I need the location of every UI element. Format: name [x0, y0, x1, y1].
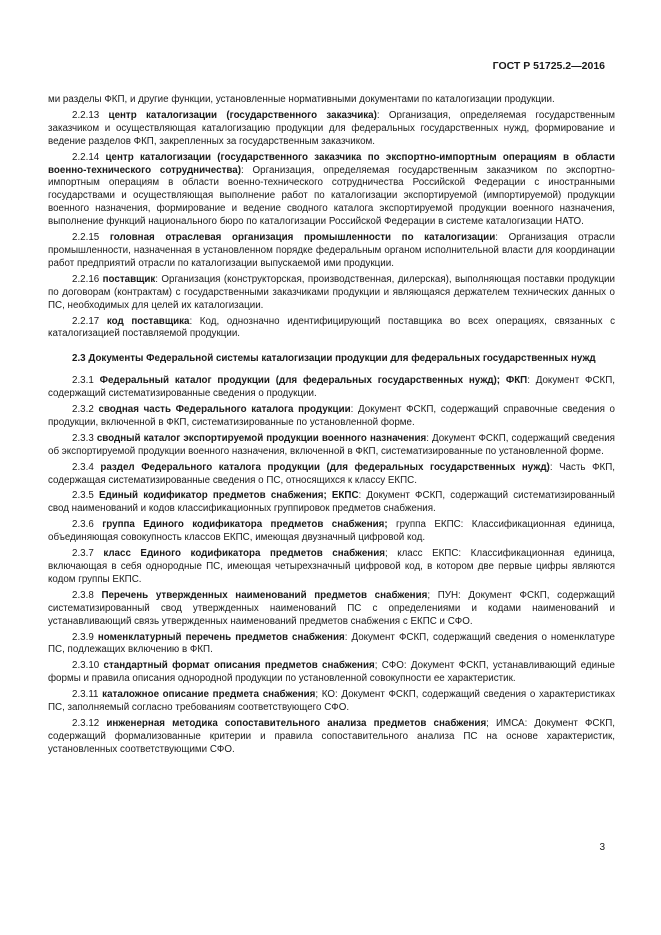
definition-term: Федеральный каталог продукции (для федеральных государственных нужд); ФКП [99, 375, 528, 387]
definition-number: 2.2.13 [72, 109, 109, 121]
definition-text: ; класс ЕКПС: Классификационная единица, включающая в себя однородные ПС, имеющая четырехзначный цифровой код, в котором две первые цифры являются кодом группы ЕКПС. [48, 548, 615, 585]
definitions-list-2-3 [48, 375, 615, 756]
definition-term: раздел Федерального каталога продукции (для федеральных государственных нужд) [100, 461, 550, 473]
definition-term: код поставщика [106, 315, 190, 327]
definition-term: центр каталогизации (государственного заказчика) [108, 109, 377, 121]
definition-text: : Документ ФСКП, содержащий систематизированный свод наименований и кодов классификационных группировок предметов снабжения. [48, 490, 616, 515]
document-body [48, 94, 615, 760]
definition-term: номенклатурный перечень предметов снабжения [97, 631, 345, 643]
intro-paragraph: ми разделы ФКП, и другие функции, установленные нормативными документами по каталогизации продукции. [48, 94, 555, 105]
definition-number: 2.3.5 [72, 490, 99, 502]
definition-item [48, 274, 615, 313]
definition-number: 2.2.14 [72, 151, 106, 163]
definition-term: поставщик [102, 273, 156, 285]
definition-term: головная отраслевая организация промышленности по каталогизации [109, 232, 496, 244]
definition-text: ; ПУН: Документ ФСКП, содержащий систематизированный свод утвержденных наименований ПС с определениями и кодами наименований и устанавливающий связь утвержденных наименований предметов снабжения с ЕКПС и СФО. [48, 589, 615, 627]
definition-text: ; СФО: Документ ФСКП, устанавливающий единые формы и правила описания однородной продукции по установленной совокупности ее характеристик. [48, 660, 615, 685]
definition-item [48, 590, 615, 629]
definition-item [48, 232, 615, 271]
definition-number: 2.3.2 [72, 404, 99, 416]
definition-term: сводная часть Федерального каталога продукции [98, 404, 351, 416]
definition-number: 2.3.1 [72, 375, 100, 387]
definition-number: 2.2.16 [72, 273, 103, 285]
definition-number: 2.3.8 [72, 589, 102, 601]
definition-number: 2.3.10 [72, 660, 104, 672]
definition-text: : Документ ФСКП, содержащий сведения об экспортируемой продукции военного назначения, включенной в ФКП, систематизированные по установленной форме. [48, 432, 615, 457]
definition-number: 2.3.7 [72, 548, 104, 560]
page-number: 3 [599, 842, 605, 853]
definition-number: 2.3.12 [72, 717, 107, 729]
definition-term: Перечень утвержденных наименований предметов снабжения [101, 589, 428, 601]
definition-text: : Код, однозначно идентифицирующий поставщика во всех операциях, связанных с каталогизацией поставляемой продукции. [48, 315, 615, 340]
definition-text: : Организация, определяемая государственным заказчиком и осуществляющая каталогизацию продукции для федеральных государственных нужд, формирование и ведение разделов ФКП, закрепленных за государственным заказчиком. [48, 109, 615, 147]
definition-number: 2.3.3 [72, 432, 97, 444]
definition-item [48, 462, 615, 488]
definition-number: 2.3.6 [72, 519, 103, 531]
definition-item [48, 689, 615, 715]
definition-item [48, 632, 615, 658]
definition-term: класс Единого кодификатора предметов снабжения [103, 548, 385, 560]
definition-term: сводный каталог экспортируемой продукции военного назначения [96, 432, 427, 444]
section-heading-2-3: 2.3 Документы Федеральной системы каталогизации продукции для федеральных государственных нужд [72, 353, 596, 365]
definition-item [48, 718, 615, 757]
definition-item [48, 433, 615, 459]
definition-text: : Организация (конструкторская, производственная, дилерская), выполняющая поставки продукции по договорам (контрактам) с государственными заказчиками продукции и являющаяся держателем технических данных о ПС, необходимых для целей их каталогизации. [48, 273, 615, 311]
definition-term: каталожное описание предмета снабжения [102, 689, 316, 701]
definition-number: 2.2.17 [72, 315, 107, 327]
definition-item [48, 548, 615, 587]
definition-term: стандартный формат описания предметов снабжения [103, 660, 375, 672]
definition-text: : Документ ФСКП, содержащий сведения о номенклатуре ПС, подлежащих включению в ФКП. [48, 631, 615, 656]
definition-text: : Организация, определяемая государственным заказчиком по экспортно-импортным операциям в области военно-технического сотрудничества Российской Федерации с иностранными государствами и осуществляющая выполнение работ по каталогизации экспортируемой (импортируемой) продукции военного назначения, формирование и ведение сводного каталога экспортируемой продукции военного назначения, выполнение функций национального бюро по каталогизации Российской Федерации в системе каталогизации НАТО. [48, 164, 615, 228]
definition-item [48, 490, 615, 516]
definition-text: : Документ ФСКП, содержащий справочные сведения о продукции, включенной в ФКП, систематизированные по установленной форме. [48, 404, 615, 428]
definition-number: 2.3.11 [72, 689, 103, 701]
definition-term: Единый кодификатор предметов снабжения; ЕКПС [98, 490, 359, 502]
definitions-list-2-2 [48, 110, 615, 341]
definition-number: 2.3.9 [72, 631, 98, 643]
definition-item [48, 660, 615, 686]
definition-number: 2.3.4 [72, 461, 101, 473]
definition-item [48, 110, 615, 149]
definition-term: центр каталогизации (государственного заказчика по экспортно-импортным операциям в области военно-технического сотрудничества) [48, 151, 615, 176]
definition-text: : Документ ФСКП, содержащий систематизированные сведения о продукции. [48, 375, 615, 400]
definition-text: : Часть ФКП, содержащая систематизированные сведения о ПС, относящихся к классу ЕКПС. [48, 461, 615, 486]
definition-item [48, 375, 615, 401]
definition-text: группа ЕКПС: Классификационная единица, объединяющая совокупность классов ЕКПС, имеющая двузначный цифровой код. [48, 519, 615, 544]
definition-term: группа Единого кодификатора предметов снабжения; [102, 519, 388, 531]
definition-text: : Организация отрасли промышленности, назначенная в установленном порядке федеральным органом исполнительной власти для координации работ предприятий отрасли по каталогизации выпускаемой ими продукции. [48, 232, 615, 269]
definition-text: ; КО: Документ ФСКП, содержащий сведения о характеристиках ПС, заполняемый согласно требованиям соответствующего СФО. [48, 689, 615, 714]
definition-number: 2.2.15 [72, 232, 110, 244]
definition-item [48, 316, 615, 342]
definition-item [48, 404, 615, 430]
definition-item [48, 152, 615, 229]
definition-item [48, 519, 615, 545]
definition-text: ; ИМСА: Документ ФСКП, содержащий формализованные критерии и правила сопоставительного анализа ПС на основе характеристик, установленных соответствующими СФО. [48, 717, 615, 755]
definition-term: инженерная методика сопоставительного анализа предметов снабжения [106, 717, 487, 729]
document-header: ГОСТ Р 51725.2—2016 [492, 60, 605, 72]
